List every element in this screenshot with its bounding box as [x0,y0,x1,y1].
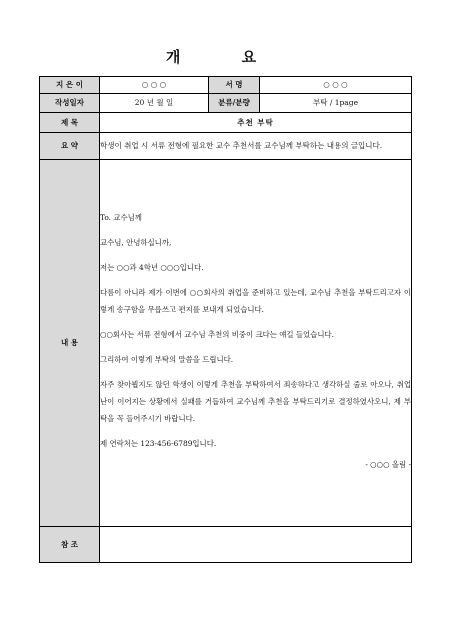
row-content [40,160,412,527]
letter-signature: - ○○○ 올림 - [365,460,411,470]
value-author[interactable]: ○ ○ ○ [100,77,209,94]
letter-contact: 제 연락처는 123-456-6789입니다. [100,439,217,449]
label-author: 지 은 이 [40,77,100,94]
label-signature: 서 명 [209,77,260,94]
label-content: 내 용 [40,160,100,527]
row-author [40,77,412,94]
content-body[interactable] [100,160,412,527]
value-date[interactable]: 20 년 월 일 [100,94,209,113]
value-summary[interactable]: 학생이 취업 시 서류 전형에 필요한 교수 추천서를 교수님께 부탁하는 내용의 글입니다. [100,133,412,160]
summary-form [39,76,412,563]
label-date: 작성일자 [40,94,100,113]
row-date [40,94,412,113]
document-title: 개 요 [165,48,285,66]
value-reference[interactable] [100,527,412,563]
label-category: 분류/분량 [209,94,260,113]
letter-greeting: 교수님, 안녕하십니까, [100,238,172,248]
row-summary [40,133,412,160]
letter-salutation: To. 교수님께 [100,213,142,223]
value-signature[interactable]: ○ ○ ○ [260,77,412,94]
letter-intro: 저는 ○○과 4학년 ○○○입니다. [100,263,204,273]
letter-paragraph-3: 그리하여 이렇게 부탁의 말씀을 드립니다. [100,355,234,365]
row-subject [40,113,412,133]
value-subject[interactable]: 추천 부탁 [100,113,412,133]
letter-paragraph-4: 자주 찾아뵙지도 않던 학생이 이렇게 추천을 부탁하여서 죄송하다고 생각하실 줄로 아오나, 취업난이 이어지는 상황에서 실패를 거듭하여 교수님께 추천을 부탁드리기로 결정하였사오니, 제 부탁을 꼭 들어주시기 바랍니다. [100,380,411,424]
letter-paragraph-2: ○○회사는 서류 전형에서 교수님 추천의 비중이 크다는 얘길 들었습니다. [100,330,334,340]
label-reference: 참 조 [40,527,100,563]
letter-paragraph-1: 다름이 아니라 제가 이번에 ○○회사의 취업을 준비하고 있는데, 교수님 추천을 부탁드리고자 이렇게 송구함을 무릅쓰고 편지를 보내게 되었습니다. [100,288,411,315]
value-category[interactable]: 부탁 / 1page [260,94,412,113]
label-summary: 요 약 [40,133,100,160]
label-subject: 제 목 [40,113,100,133]
row-reference [40,527,412,563]
